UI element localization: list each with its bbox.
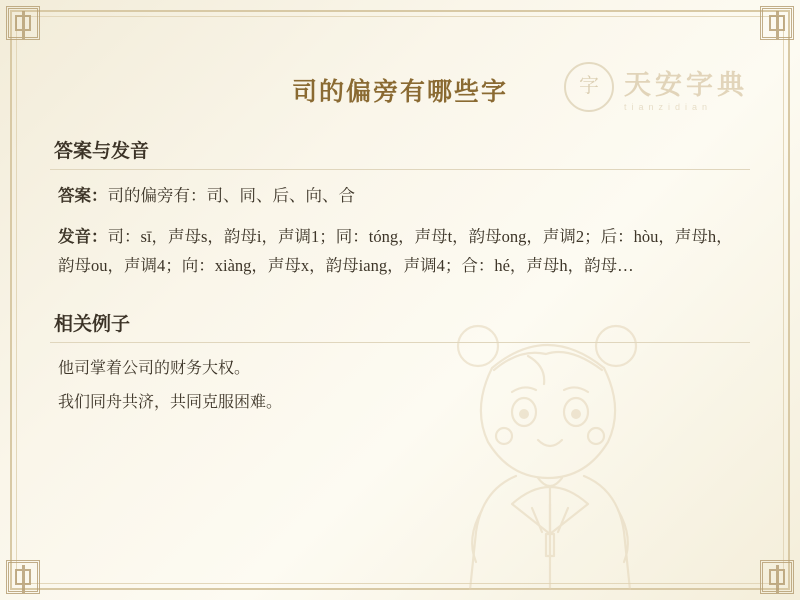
example-item: 他司掌着公司的财务大权。 — [58, 359, 251, 377]
section-heading-answer: 答案与发音 — [54, 141, 150, 162]
corner-ornament-top-right — [760, 6, 794, 40]
seal-icon: 字 — [564, 62, 614, 112]
page-title: 司的偏旁有哪些字 — [291, 79, 508, 106]
pronunciation-paragraph — [58, 223, 748, 281]
pronunciation-text: 司：sī，声母s，韵母i，声调1；同：tóng，声母t，韵母ong，声调2；后：hòu，声母h，韵母ou，声调4；向：xiàng，声母x，韵母iang，声调4；合：hé，声母h，韵母… — [58, 226, 733, 275]
corner-ornament-top-left — [6, 6, 40, 40]
section-heading-examples: 相关例子 — [54, 313, 131, 335]
corner-ornament-bottom-left — [6, 560, 40, 594]
section-divider-examples — [50, 342, 750, 343]
answer-paragraph — [58, 182, 748, 211]
section-divider — [50, 169, 750, 170]
answer-text: 司的偏旁有：司、同、后、向、合 — [107, 186, 355, 205]
brand-subtitle: tianzidian — [624, 101, 713, 112]
brand-name: 天安字典 — [624, 69, 748, 100]
example-item: 我们同舟共济，共同克服困难。 — [58, 394, 283, 412]
corner-ornament-bottom-right — [760, 560, 794, 594]
document-content — [46, 46, 754, 554]
answer-label: 答案： — [58, 186, 108, 205]
pronunciation-label: 发音： — [58, 226, 108, 246]
